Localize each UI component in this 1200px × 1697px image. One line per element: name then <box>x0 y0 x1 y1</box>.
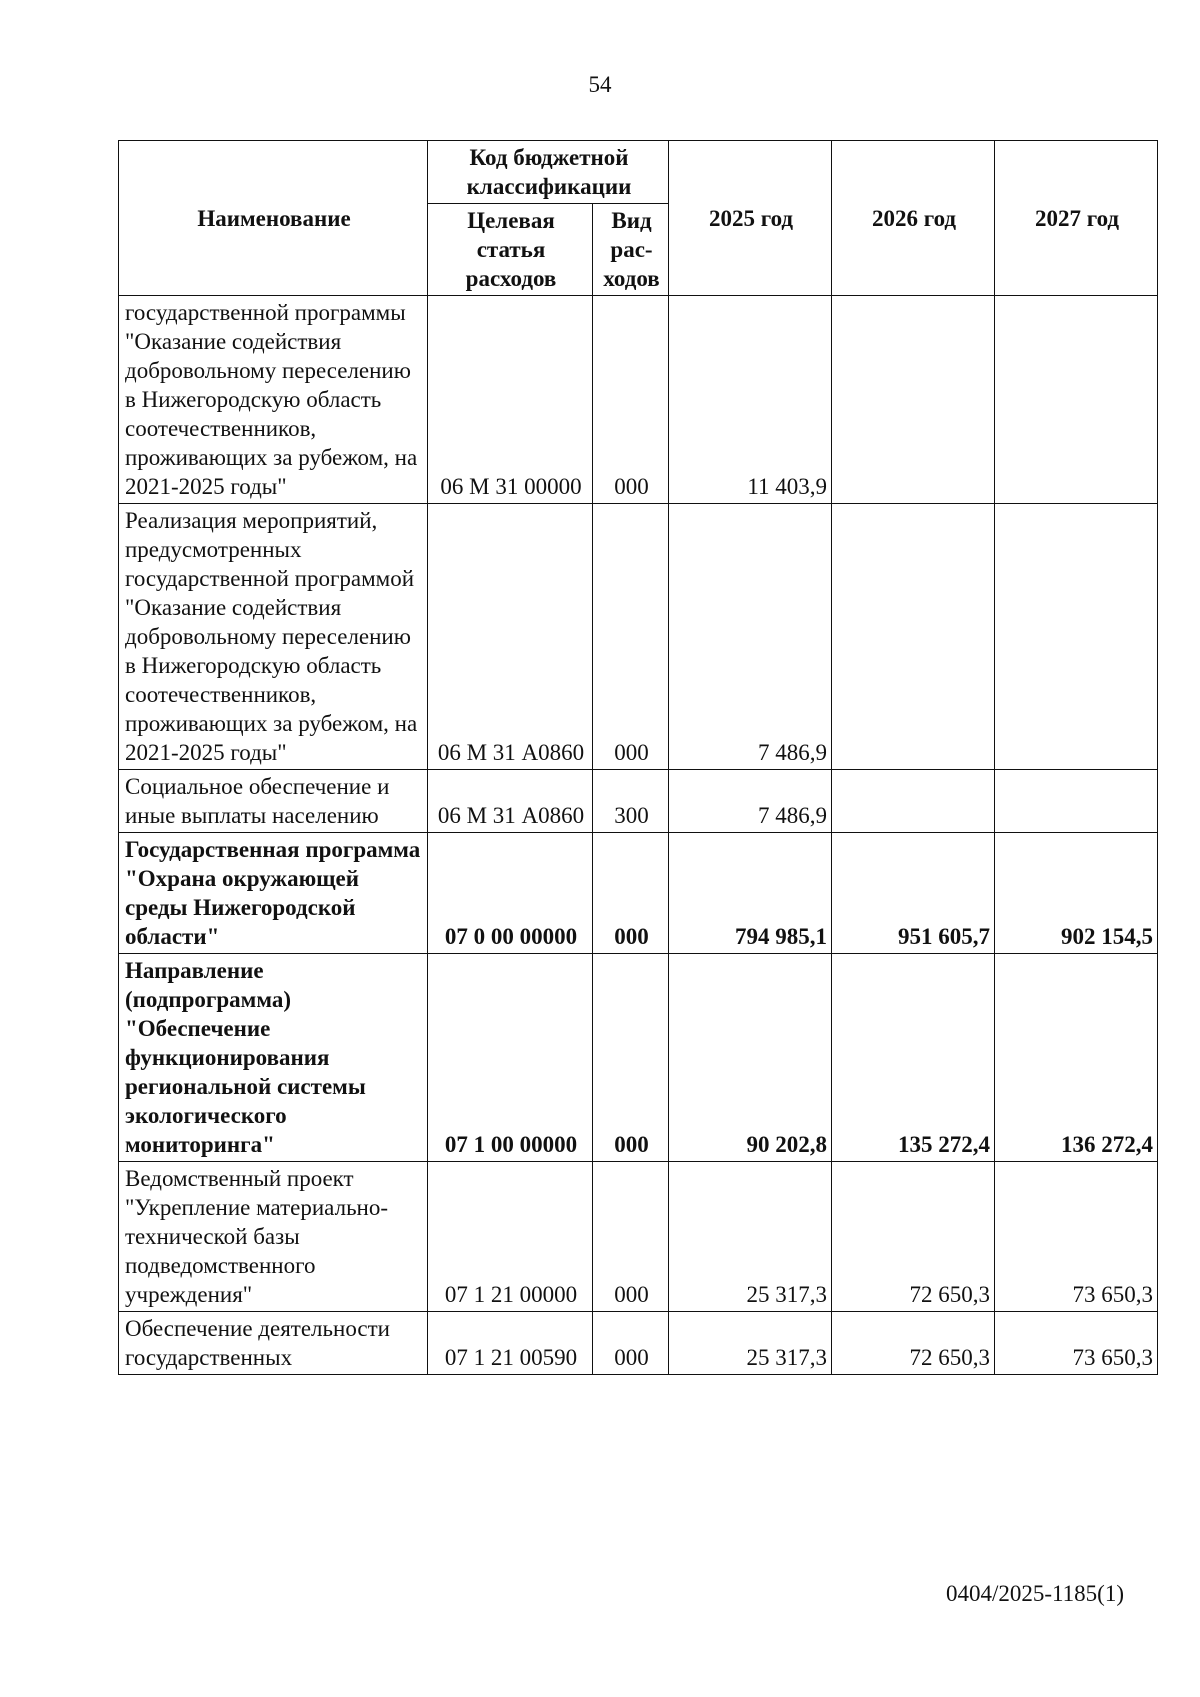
row-expense-type: 000 <box>593 1162 669 1312</box>
row-amount-2027: 73 650,3 <box>995 1162 1158 1312</box>
row-target-article: 07 1 21 00590 <box>428 1312 593 1375</box>
row-amount-2026 <box>832 296 995 504</box>
table-row <box>119 770 1158 833</box>
row-expense-type: 300 <box>593 770 669 833</box>
row-name: Обеспечение деятельности государственных <box>119 1312 428 1375</box>
row-amount-2025: 90 202,8 <box>669 954 832 1162</box>
header-expense-type: Вид рас-ходов <box>593 204 669 296</box>
row-name: Государственная программа "Охрана окружающей среды Нижегородской области" <box>119 833 428 954</box>
table-row <box>119 833 1158 954</box>
row-expense-type: 000 <box>593 833 669 954</box>
row-target-article: 07 1 00 00000 <box>428 954 593 1162</box>
row-amount-2025: 25 317,3 <box>669 1312 832 1375</box>
document-code: 0404/2025-1185(1) <box>945 1581 1124 1606</box>
row-target-article: 06 М 31 А0860 <box>428 504 593 770</box>
row-target-article: 06 М 31 А0860 <box>428 770 593 833</box>
header-year-2026: 2026 год <box>832 141 995 296</box>
header-year-2025: 2025 год <box>669 141 832 296</box>
row-amount-2026: 951 605,7 <box>832 833 995 954</box>
table-row <box>119 1162 1158 1312</box>
row-amount-2026 <box>832 504 995 770</box>
row-amount-2025: 25 317,3 <box>669 1162 832 1312</box>
header-name: Наименование <box>119 141 428 296</box>
row-amount-2025: 7 486,9 <box>669 504 832 770</box>
row-amount-2027 <box>995 770 1158 833</box>
table-row <box>119 954 1158 1162</box>
row-amount-2025: 11 403,9 <box>669 296 832 504</box>
row-amount-2027: 902 154,5 <box>995 833 1158 954</box>
row-amount-2026 <box>832 770 995 833</box>
row-name: Ведомственный проект "Укрепление материально-технической базы подведомственного учреждения" <box>119 1162 428 1312</box>
row-amount-2027 <box>995 296 1158 504</box>
row-amount-2027 <box>995 504 1158 770</box>
row-amount-2026: 135 272,4 <box>832 954 995 1162</box>
row-expense-type: 000 <box>593 296 669 504</box>
row-amount-2026: 72 650,3 <box>832 1312 995 1375</box>
table-row <box>119 504 1158 770</box>
row-expense-type: 000 <box>593 504 669 770</box>
row-expense-type: 000 <box>593 954 669 1162</box>
row-amount-2027: 136 272,4 <box>995 954 1158 1162</box>
table-row <box>119 296 1158 504</box>
row-expense-type: 000 <box>593 1312 669 1375</box>
header-target-article: Целевая статья расходов <box>428 204 593 296</box>
row-name: Направление (подпрограмма) "Обеспечение функционирования региональной системы экологического мониторинга" <box>119 954 428 1162</box>
row-amount-2026: 72 650,3 <box>832 1162 995 1312</box>
header-year-2027: 2027 год <box>995 141 1158 296</box>
row-name: Социальное обеспечение и иные выплаты населению <box>119 770 428 833</box>
row-target-article: 07 1 21 00000 <box>428 1162 593 1312</box>
table-row <box>119 1312 1158 1375</box>
budget-table <box>118 140 1158 1375</box>
row-amount-2025: 794 985,1 <box>669 833 832 954</box>
row-amount-2027: 73 650,3 <box>995 1312 1158 1375</box>
row-target-article: 06 М 31 00000 <box>428 296 593 504</box>
page-number: 54 <box>588 72 612 97</box>
row-amount-2025: 7 486,9 <box>669 770 832 833</box>
row-name: государственной программы "Оказание содействия добровольному переселению в Нижегородскую область соотечественников, проживающих за рубежом, на 2021-2025 годы" <box>119 296 428 504</box>
row-target-article: 07 0 00 00000 <box>428 833 593 954</box>
header-code-group: Код бюджетной классификации <box>428 141 669 204</box>
row-name: Реализация мероприятий, предусмотренных государственной программой "Оказание содействия добровольному переселению в Нижегородскую область соотечественников, проживающих за рубежом, на 2021-2025 годы" <box>119 504 428 770</box>
